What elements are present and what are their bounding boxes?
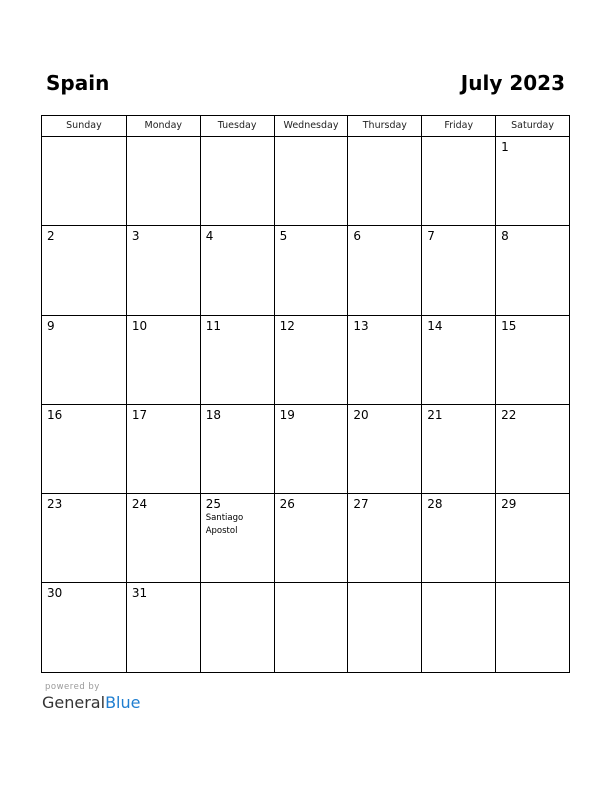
- month-year-title: July 2023: [460, 71, 565, 95]
- weekday-friday: Friday: [422, 116, 496, 137]
- day-number: 13: [353, 318, 369, 333]
- day-number: 17: [131, 407, 148, 422]
- day-number: 7: [427, 229, 435, 244]
- day-cell: [127, 583, 201, 672]
- day-number: 14: [427, 318, 443, 333]
- week-row: [42, 316, 570, 405]
- day-number: 12: [279, 318, 295, 333]
- weekday-sunday: Sunday: [42, 116, 127, 137]
- day-cell: [348, 316, 422, 405]
- day-cell: [348, 494, 422, 583]
- day-cell: [201, 137, 275, 226]
- day-cell: [42, 583, 127, 672]
- day-cell: [496, 583, 570, 672]
- day-cell: [422, 494, 496, 583]
- day-cell: [127, 405, 201, 494]
- day-number: 3: [131, 229, 140, 244]
- week-row: [42, 137, 570, 226]
- day-number: 19: [279, 407, 295, 422]
- day-number: 11: [205, 318, 221, 333]
- day-number: 4: [205, 229, 214, 244]
- day-number: 22: [501, 407, 517, 422]
- day-cell: [275, 226, 349, 315]
- day-cell: [127, 316, 201, 405]
- day-number: 6: [353, 229, 362, 244]
- day-cell: [422, 405, 496, 494]
- week-row: [42, 583, 570, 672]
- day-number: 26: [279, 497, 295, 512]
- day-cell: [496, 137, 570, 226]
- day-cell: [275, 405, 349, 494]
- country-title: Spain: [46, 71, 110, 95]
- weekday-tuesday: Tuesday: [201, 116, 275, 137]
- day-number: 15: [501, 318, 517, 333]
- day-cell: [348, 226, 422, 315]
- day-cell: [422, 583, 496, 672]
- day-cell: [127, 137, 201, 226]
- day-number: 10: [131, 318, 148, 333]
- weekday-thursday: Thursday: [348, 116, 422, 137]
- generalblue-logo: [42, 693, 140, 712]
- day-cell: [348, 583, 422, 672]
- day-cell: [348, 137, 422, 226]
- day-cell: [42, 226, 127, 315]
- day-number: 29: [501, 497, 517, 512]
- day-cell: [42, 405, 127, 494]
- day-cell: [496, 494, 570, 583]
- day-number: 18: [205, 407, 221, 422]
- day-number: 16: [47, 407, 63, 422]
- day-cell: [496, 316, 570, 405]
- day-cell: [42, 494, 127, 583]
- day-cell: [201, 316, 275, 405]
- day-cell: [201, 494, 275, 583]
- day-cell: [201, 405, 275, 494]
- day-number: 25: [205, 497, 221, 512]
- day-cell: [422, 316, 496, 405]
- day-number: 2: [47, 229, 55, 244]
- day-number: 30: [47, 586, 63, 601]
- day-cell: [201, 583, 275, 672]
- day-number: 27: [353, 497, 369, 512]
- brand-part-general: General: [42, 693, 106, 712]
- day-number: 28: [427, 497, 443, 512]
- day-cell: [496, 226, 570, 315]
- day-cell: [127, 226, 201, 315]
- day-cell: [275, 316, 349, 405]
- day-cell: [42, 137, 127, 226]
- day-cell: [422, 137, 496, 226]
- day-cell: [275, 137, 349, 226]
- day-number: 21: [427, 407, 443, 422]
- day-cell: [127, 494, 201, 583]
- weekday-monday: Monday: [127, 116, 201, 137]
- weeks-container: [42, 137, 570, 673]
- calendar-grid: [41, 115, 570, 673]
- day-cell: [275, 494, 349, 583]
- day-number: 24: [131, 497, 148, 512]
- week-row: [42, 405, 570, 494]
- day-number: 5: [279, 229, 288, 244]
- day-number: 20: [353, 407, 369, 422]
- day-cell: [201, 226, 275, 315]
- weekday-header-row: [42, 116, 570, 137]
- brand-part-blue: Blue: [105, 693, 141, 712]
- day-cell: [348, 405, 422, 494]
- week-row: [42, 226, 570, 315]
- day-number: 9: [47, 318, 55, 333]
- weekday-saturday: Saturday: [496, 116, 570, 137]
- day-number: 31: [131, 586, 148, 601]
- powered-by-label: powered by: [45, 682, 100, 692]
- day-cell: [422, 226, 496, 315]
- day-cell: [496, 405, 570, 494]
- holiday-label: Santiago Apostol: [205, 513, 244, 537]
- day-number: 23: [47, 497, 63, 512]
- day-number: 8: [501, 229, 509, 244]
- day-number: 1: [501, 140, 509, 154]
- day-cell: [42, 316, 127, 405]
- week-row: [42, 494, 570, 583]
- day-cell: [275, 583, 349, 672]
- weekday-wednesday: Wednesday: [275, 116, 349, 137]
